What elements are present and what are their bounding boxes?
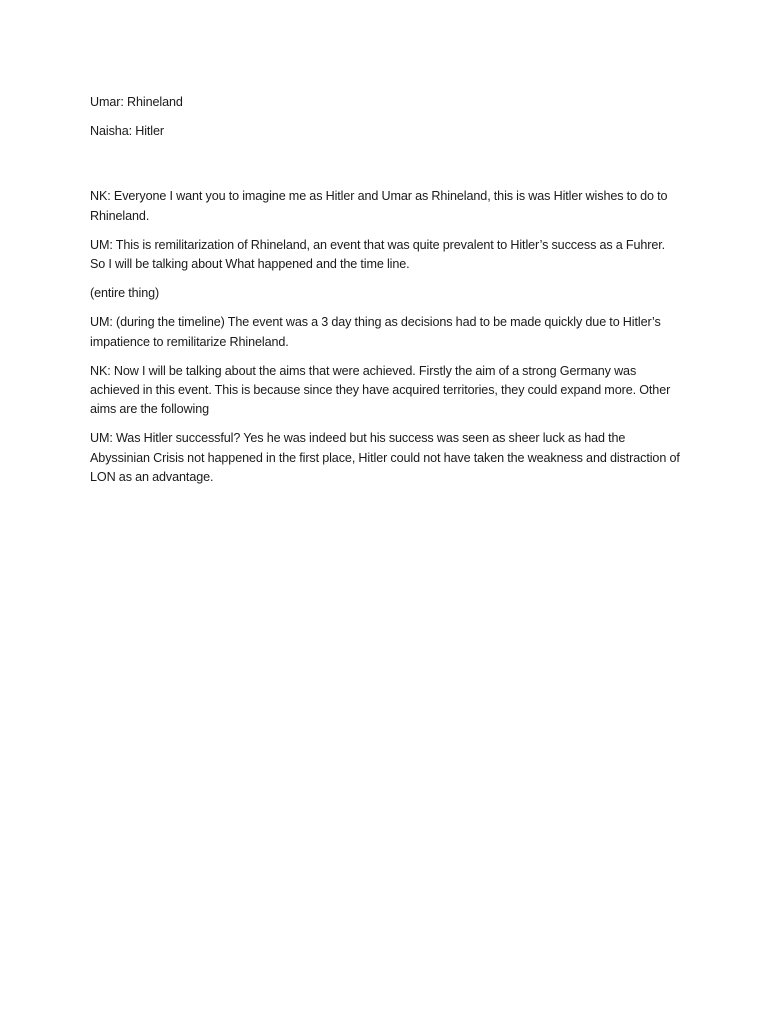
- script-paragraph: UM: This is remilitarization of Rhineland, an event that was quite prevalent to Hitler’s success as a Fuhrer. So I will be talking about What happened and the time line.: [90, 237, 666, 272]
- role-line-naisha: Naisha: Hitler: [90, 124, 164, 139]
- script-paragraph: NK: Everyone I want you to imagine me as Hitler and Umar as Rhineland, this is was Hitler wishes to do to Rhineland.: [90, 189, 668, 223]
- script-body: [90, 187, 680, 487]
- role-line-umar: Umar: Rhineland: [90, 95, 183, 109]
- script-paragraph: NK: Now I will be talking about the aims that were achieved. Firstly the aim of a strong Germany was achieved in this event. This is because since they have acquired territories, they could expand more. Other aims are the following: [90, 363, 671, 417]
- role-assignments: [90, 93, 680, 141]
- script-paragraph: UM: (during the timeline) The event was a 3 day thing as decisions had to be made quickly due to Hitler’s impatience to remilitarize Rhineland.: [90, 315, 661, 349]
- script-paragraph: (entire thing): [90, 286, 160, 301]
- script-paragraph: UM: Was Hitler successful? Yes he was indeed but his success was seen as sheer luck as had the Abyssinian Crisis not happened in the first place, Hitler could not have taken the weakness and distraction of LON as an advantage.: [90, 431, 680, 484]
- spacer: [90, 151, 680, 187]
